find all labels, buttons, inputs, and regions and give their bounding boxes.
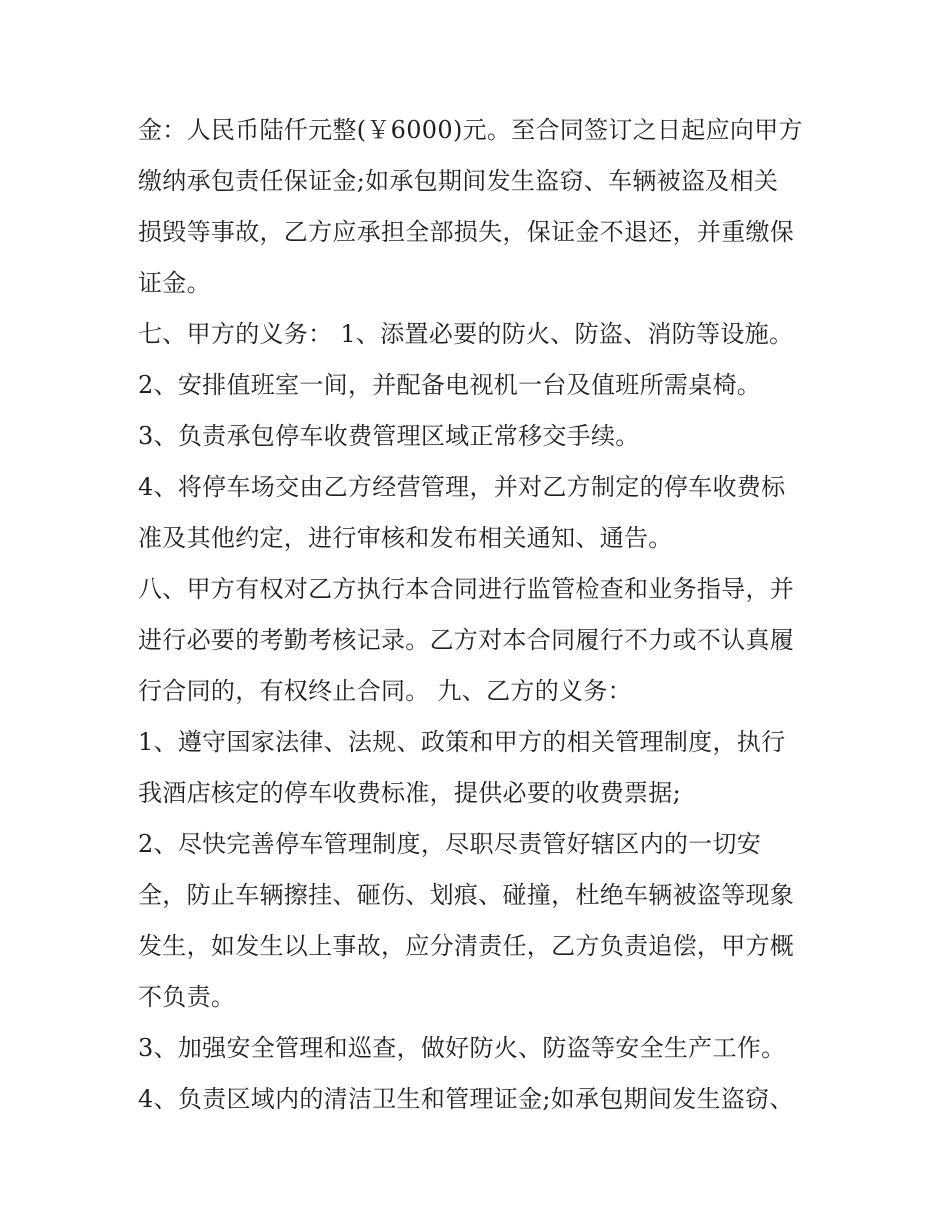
text-line: 不负责。 [138,983,236,1011]
text-line: 进行必要的考勤考核记录。乙方对本合同履行不力或不认真履 [138,626,795,654]
text-line: 发生，如发生以上事故，应分清责任，乙方负责追偿，甲方概 [138,932,795,960]
text-line: 4、负责区域内的清洁卫生和管理证金;如承包期间发生盗窃、 [138,1085,794,1113]
text-line: 金：人民币陆仟元整(￥6000)元。至合同签订之日起应向甲方 [138,116,803,144]
text-line: 损毁等事故，乙方应承担全部损失，保证金不退还，并重缴保 [138,218,795,246]
text-line: 全，防止车辆擦挂、砸伤、划痕、碰撞，杜绝车辆被盗等现象 [138,881,795,909]
text-line: 2、安排值班室一间，并配备电视机一台及值班所需桌椅。 [138,371,762,399]
text-line: 2、尽快完善停车管理制度，尽职尽责管好辖区内的一切安 [138,830,762,858]
text-line: 1、遵守国家法律、法规、政策和甲方的相关管理制度，执行 [138,728,786,756]
text-line: 行合同的，有权终止合同。 九、乙方的义务： [138,677,632,705]
text-line: 八、甲方有权对乙方执行本合同进行监管检查和业务指导，并 [138,575,795,603]
text-line: 我酒店核定的停车收费标准，提供必要的收费票据; [138,779,681,807]
text-line: 4、将停车场交由乙方经营管理，并对乙方制定的停车收费标 [138,473,786,501]
text-line: 缴纳承包责任保证金;如承包期间发生盗窃、车辆被盗及相关 [138,167,779,195]
text-line: 3、负责承包停车收费管理区域正常移交手续。 [138,422,640,450]
text-line: 3、加强安全管理和巡查，做好防火、防盗等安全生产工作。 [138,1034,786,1062]
text-line: 七、甲方的义务： 1、添置必要的防火、防盗、消防等设施。 [138,320,794,348]
text-line: 准及其他约定，进行审核和发布相关通知、通告。 [138,524,673,552]
text-line: 证金。 [138,269,211,297]
